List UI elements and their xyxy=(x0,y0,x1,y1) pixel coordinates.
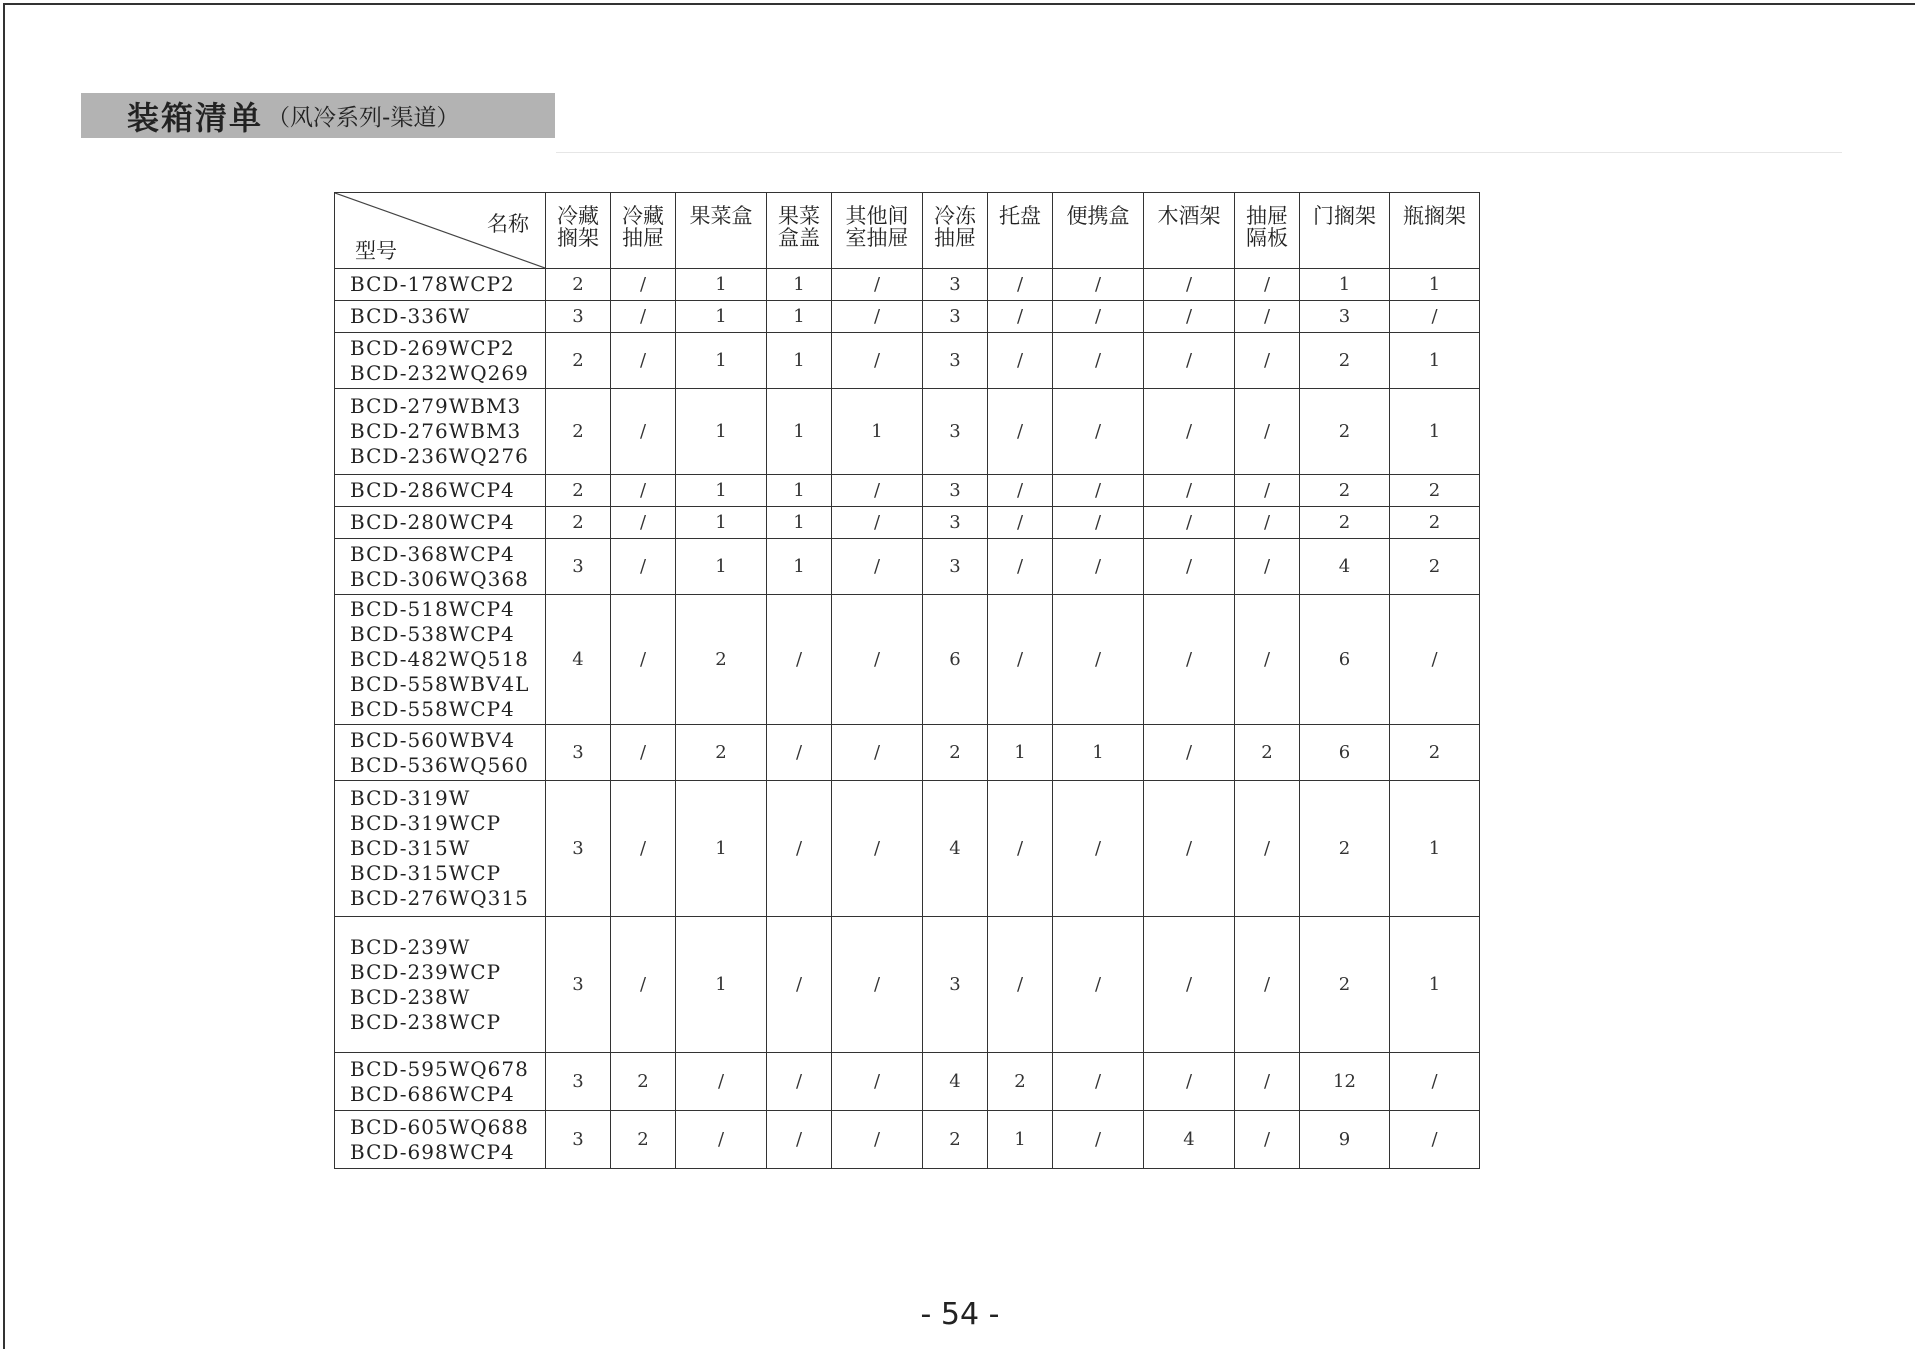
quantity-cell: 3 xyxy=(923,507,988,539)
column-header xyxy=(1390,193,1480,269)
model-number: BCD-686WCP4 xyxy=(350,1081,515,1106)
quantity-cell: / xyxy=(832,269,923,301)
model-cell xyxy=(335,1053,546,1111)
quantity-cell: / xyxy=(1390,301,1480,333)
quantity-cell: 2 xyxy=(611,1111,676,1169)
quantity-cell: / xyxy=(1144,389,1235,475)
model-number: BCD-269WCP2 xyxy=(350,335,515,360)
quantity-cell: / xyxy=(1053,539,1144,595)
table-row xyxy=(335,269,1480,301)
quantity-cell: / xyxy=(988,333,1053,389)
quantity-cell: / xyxy=(767,781,832,917)
quantity-cell: 3 xyxy=(923,917,988,1053)
header-divider xyxy=(556,152,1842,153)
quantity-cell: 2 xyxy=(1300,507,1390,539)
section-title: 装箱清单 xyxy=(127,98,264,137)
quantity-cell: 2 xyxy=(546,333,611,389)
quantity-cell: 1 xyxy=(1390,333,1480,389)
quantity-cell: / xyxy=(611,917,676,1053)
quantity-cell: 1 xyxy=(767,301,832,333)
table-row xyxy=(335,595,1480,725)
column-header xyxy=(767,193,832,269)
quantity-cell: 1 xyxy=(767,539,832,595)
quantity-cell: / xyxy=(1235,507,1300,539)
table-row xyxy=(335,1111,1480,1169)
quantity-cell: / xyxy=(832,333,923,389)
model-number: BCD-306WQ368 xyxy=(350,566,529,591)
quantity-cell: 6 xyxy=(1300,595,1390,725)
model-number: BCD-319WCP xyxy=(350,811,502,835)
quantity-cell: 2 xyxy=(546,269,611,301)
corner-header-cell xyxy=(335,193,546,269)
quantity-cell: 1 xyxy=(767,333,832,389)
quantity-cell: 1 xyxy=(1390,269,1480,301)
quantity-cell: / xyxy=(1235,1111,1300,1169)
model-cell xyxy=(335,269,546,301)
quantity-cell: / xyxy=(611,475,676,507)
model-number: BCD-238WCP xyxy=(350,1009,502,1034)
quantity-cell: 4 xyxy=(923,781,988,917)
quantity-cell: 2 xyxy=(1300,781,1390,917)
quantity-cell: 2 xyxy=(1300,475,1390,507)
quantity-cell: 6 xyxy=(1300,725,1390,781)
model-number: BCD-232WQ269 xyxy=(350,360,529,385)
quantity-cell: 2 xyxy=(1300,389,1390,475)
quantity-cell: 12 xyxy=(1300,1053,1390,1111)
column-header-line: 抽屉 xyxy=(1246,204,1288,228)
corner-name-label: 名称 xyxy=(487,212,529,236)
column-header xyxy=(676,193,767,269)
quantity-cell: 6 xyxy=(923,595,988,725)
quantity-cell: / xyxy=(611,333,676,389)
column-header-line: 冷藏 xyxy=(622,204,664,228)
column-header-line: 托盘 xyxy=(999,204,1041,228)
quantity-cell: 2 xyxy=(611,1053,676,1111)
model-number: BCD-482WQ518 xyxy=(350,647,529,671)
quantity-cell: / xyxy=(611,539,676,595)
column-header-line: 木酒架 xyxy=(1157,204,1221,228)
quantity-cell: / xyxy=(1053,301,1144,333)
table-row xyxy=(335,1053,1480,1111)
quantity-cell: 3 xyxy=(546,781,611,917)
quantity-cell: 2 xyxy=(676,725,767,781)
model-cell xyxy=(335,507,546,539)
quantity-cell: 2 xyxy=(988,1053,1053,1111)
packing-list-table xyxy=(334,192,1480,1169)
quantity-cell: / xyxy=(832,539,923,595)
quantity-cell: / xyxy=(1144,269,1235,301)
quantity-cell: / xyxy=(988,917,1053,1053)
quantity-cell: 1 xyxy=(676,917,767,1053)
column-header-line: 果菜盒 xyxy=(689,204,753,228)
model-cell xyxy=(335,725,546,781)
quantity-cell: / xyxy=(1235,539,1300,595)
model-number: BCD-518WCP4 xyxy=(350,597,515,621)
model-number: BCD-276WBM3 xyxy=(350,419,522,443)
quantity-cell: / xyxy=(832,595,923,725)
quantity-cell: 2 xyxy=(1300,917,1390,1053)
quantity-cell: / xyxy=(611,269,676,301)
quantity-cell: 4 xyxy=(546,595,611,725)
model-number: BCD-536WQ560 xyxy=(350,752,529,777)
quantity-cell: 2 xyxy=(1390,475,1480,507)
column-header-line: 搁架 xyxy=(557,226,599,250)
quantity-cell: 1 xyxy=(767,507,832,539)
model-number: BCD-698WCP4 xyxy=(350,1139,515,1164)
quantity-cell: / xyxy=(611,507,676,539)
quantity-cell: 3 xyxy=(546,917,611,1053)
quantity-cell: 2 xyxy=(923,1111,988,1169)
quantity-cell: / xyxy=(676,1053,767,1111)
quantity-cell: / xyxy=(1053,917,1144,1053)
quantity-cell: / xyxy=(1144,301,1235,333)
quantity-cell: 3 xyxy=(546,301,611,333)
quantity-cell: / xyxy=(1053,1053,1144,1111)
quantity-cell: 3 xyxy=(923,333,988,389)
quantity-cell: 3 xyxy=(546,1111,611,1169)
quantity-cell: 1 xyxy=(988,725,1053,781)
quantity-cell: 1 xyxy=(676,269,767,301)
quantity-cell: / xyxy=(988,389,1053,475)
quantity-cell: / xyxy=(832,781,923,917)
model-number: BCD-336W xyxy=(350,304,471,328)
model-cell xyxy=(335,1111,546,1169)
quantity-cell: / xyxy=(988,539,1053,595)
quantity-cell: 1 xyxy=(767,269,832,301)
quantity-cell: / xyxy=(1390,1053,1480,1111)
quantity-cell: 1 xyxy=(676,539,767,595)
model-cell xyxy=(335,333,546,389)
model-number: BCD-286WCP4 xyxy=(350,478,515,502)
quantity-cell: 2 xyxy=(1390,539,1480,595)
model-cell xyxy=(335,301,546,333)
quantity-cell: 4 xyxy=(1144,1111,1235,1169)
model-number: BCD-605WQ688 xyxy=(350,1114,529,1139)
model-cell xyxy=(335,539,546,595)
model-cell xyxy=(335,781,546,917)
quantity-cell: / xyxy=(767,917,832,1053)
model-number: BCD-319W xyxy=(350,786,471,810)
quantity-cell: 3 xyxy=(923,269,988,301)
column-header xyxy=(546,193,611,269)
table-row xyxy=(335,333,1480,389)
column-header xyxy=(611,193,676,269)
quantity-cell: 2 xyxy=(546,475,611,507)
quantity-cell: / xyxy=(988,595,1053,725)
quantity-cell: / xyxy=(1053,781,1144,917)
column-header-line: 盒盖 xyxy=(778,226,820,250)
table-row xyxy=(335,725,1480,781)
quantity-cell: / xyxy=(1144,507,1235,539)
quantity-cell: 1 xyxy=(1390,917,1480,1053)
quantity-cell: / xyxy=(767,1053,832,1111)
table-body xyxy=(335,269,1480,1169)
column-header-line: 便携盒 xyxy=(1066,204,1130,228)
quantity-cell: / xyxy=(832,1053,923,1111)
quantity-cell: 3 xyxy=(546,539,611,595)
quantity-cell: / xyxy=(1053,269,1144,301)
column-header-line: 瓶搁架 xyxy=(1403,204,1466,228)
quantity-cell: 1 xyxy=(988,1111,1053,1169)
model-number: BCD-280WCP4 xyxy=(350,510,515,534)
quantity-cell: 2 xyxy=(676,595,767,725)
column-header xyxy=(1300,193,1390,269)
column-header-line: 冷藏 xyxy=(557,204,599,228)
quantity-cell: / xyxy=(1390,595,1480,725)
quantity-cell: 1 xyxy=(767,475,832,507)
model-number: BCD-236WQ276 xyxy=(350,444,529,468)
column-header-line: 抽屉 xyxy=(622,226,664,250)
quantity-cell: / xyxy=(1144,539,1235,595)
quantity-cell: / xyxy=(1235,333,1300,389)
column-header xyxy=(923,193,988,269)
model-cell xyxy=(335,595,546,725)
quantity-cell: / xyxy=(1235,781,1300,917)
quantity-cell: / xyxy=(988,301,1053,333)
column-header-line: 抽屉 xyxy=(934,226,976,250)
quantity-cell: 1 xyxy=(676,781,767,917)
quantity-cell: 3 xyxy=(923,301,988,333)
quantity-cell: 1 xyxy=(767,389,832,475)
quantity-cell: / xyxy=(611,389,676,475)
quantity-cell: 2 xyxy=(923,725,988,781)
quantity-cell: / xyxy=(1053,475,1144,507)
quantity-cell: / xyxy=(1144,333,1235,389)
quantity-cell: / xyxy=(1053,333,1144,389)
quantity-cell: 1 xyxy=(832,389,923,475)
column-header xyxy=(1235,193,1300,269)
model-number: BCD-239W xyxy=(350,934,471,959)
quantity-cell: / xyxy=(1144,781,1235,917)
model-number: BCD-315WCP xyxy=(350,861,502,885)
model-number: BCD-558WBV4L xyxy=(350,672,530,696)
quantity-cell: / xyxy=(1053,595,1144,725)
quantity-cell: / xyxy=(611,725,676,781)
quantity-cell: / xyxy=(832,725,923,781)
quantity-cell: / xyxy=(676,1111,767,1169)
quantity-cell: / xyxy=(1235,269,1300,301)
table-row xyxy=(335,475,1480,507)
quantity-cell: / xyxy=(832,917,923,1053)
quantity-cell: / xyxy=(1235,301,1300,333)
page-number: - 54 - xyxy=(920,1297,1000,1332)
table-row xyxy=(335,507,1480,539)
column-header-line: 其他间 xyxy=(845,204,909,228)
section-subtitle: （风冷系列-渠道） xyxy=(267,105,460,131)
model-number: BCD-595WQ678 xyxy=(350,1056,529,1081)
quantity-cell: 9 xyxy=(1300,1111,1390,1169)
quantity-cell: / xyxy=(832,507,923,539)
quantity-cell: 1 xyxy=(676,507,767,539)
column-header-line: 室抽屉 xyxy=(845,226,909,250)
quantity-cell: / xyxy=(767,725,832,781)
model-cell xyxy=(335,917,546,1053)
column-header-line: 冷冻 xyxy=(934,204,976,228)
quantity-cell: / xyxy=(1053,389,1144,475)
quantity-cell: / xyxy=(1235,1053,1300,1111)
quantity-cell: 3 xyxy=(923,539,988,595)
quantity-cell: / xyxy=(1144,1053,1235,1111)
column-header xyxy=(1144,193,1235,269)
column-header-line: 隔板 xyxy=(1246,226,1288,250)
quantity-cell: / xyxy=(988,781,1053,917)
quantity-cell: / xyxy=(832,475,923,507)
quantity-cell: / xyxy=(1235,389,1300,475)
column-header xyxy=(832,193,923,269)
model-number: BCD-558WCP4 xyxy=(350,697,515,721)
quantity-cell: 1 xyxy=(1300,269,1390,301)
quantity-cell: / xyxy=(1390,1111,1480,1169)
quantity-cell: 1 xyxy=(676,333,767,389)
column-header-line: 果菜 xyxy=(778,204,820,228)
quantity-cell: 3 xyxy=(546,725,611,781)
table-row xyxy=(335,389,1480,475)
quantity-cell: / xyxy=(611,781,676,917)
model-number: BCD-368WCP4 xyxy=(350,541,515,566)
model-number: BCD-238W xyxy=(350,984,471,1009)
quantity-cell: / xyxy=(988,269,1053,301)
quantity-cell: / xyxy=(1053,507,1144,539)
model-number: BCD-279WBM3 xyxy=(350,394,522,418)
column-header xyxy=(988,193,1053,269)
table-row xyxy=(335,917,1480,1053)
quantity-cell: 1 xyxy=(1053,725,1144,781)
quantity-cell: 3 xyxy=(923,475,988,507)
quantity-cell: 4 xyxy=(923,1053,988,1111)
table-row xyxy=(335,301,1480,333)
quantity-cell: 1 xyxy=(676,301,767,333)
column-header xyxy=(1053,193,1144,269)
table-row xyxy=(335,781,1480,917)
quantity-cell: / xyxy=(832,1111,923,1169)
quantity-cell: / xyxy=(988,475,1053,507)
table-header-row xyxy=(335,193,1480,269)
quantity-cell: 4 xyxy=(1300,539,1390,595)
model-number: BCD-239WCP xyxy=(350,959,502,984)
model-number: BCD-315W xyxy=(350,836,471,860)
quantity-cell: / xyxy=(1235,595,1300,725)
quantity-cell: 1 xyxy=(1390,781,1480,917)
quantity-cell: / xyxy=(767,595,832,725)
quantity-cell: / xyxy=(1235,475,1300,507)
quantity-cell: / xyxy=(832,301,923,333)
quantity-cell: 3 xyxy=(923,389,988,475)
table-row xyxy=(335,539,1480,595)
quantity-cell: / xyxy=(1144,595,1235,725)
quantity-cell: 2 xyxy=(1390,507,1480,539)
quantity-cell: / xyxy=(1144,725,1235,781)
quantity-cell: 2 xyxy=(546,389,611,475)
quantity-cell: 2 xyxy=(1235,725,1300,781)
quantity-cell: 1 xyxy=(676,475,767,507)
quantity-cell: 3 xyxy=(1300,301,1390,333)
quantity-cell: 3 xyxy=(546,1053,611,1111)
quantity-cell: 2 xyxy=(1300,333,1390,389)
quantity-cell: 2 xyxy=(1390,725,1480,781)
quantity-cell: / xyxy=(611,301,676,333)
quantity-cell: / xyxy=(1144,917,1235,1053)
model-number: BCD-538WCP4 xyxy=(350,622,515,646)
quantity-cell: 1 xyxy=(676,389,767,475)
quantity-cell: / xyxy=(611,595,676,725)
model-cell xyxy=(335,475,546,507)
corner-model-label: 型号 xyxy=(355,239,397,263)
column-header-line: 门搁架 xyxy=(1313,204,1376,228)
model-number: BCD-276WQ315 xyxy=(350,886,529,910)
quantity-cell: / xyxy=(1053,1111,1144,1169)
quantity-cell: / xyxy=(767,1111,832,1169)
quantity-cell: / xyxy=(1235,917,1300,1053)
model-number: BCD-560WBV4 xyxy=(350,727,516,752)
section-title-bar xyxy=(81,93,555,138)
quantity-cell: / xyxy=(1144,475,1235,507)
model-number: BCD-178WCP2 xyxy=(350,272,515,296)
quantity-cell: 1 xyxy=(1390,389,1480,475)
quantity-cell: / xyxy=(988,507,1053,539)
quantity-cell: 2 xyxy=(546,507,611,539)
model-cell xyxy=(335,389,546,475)
